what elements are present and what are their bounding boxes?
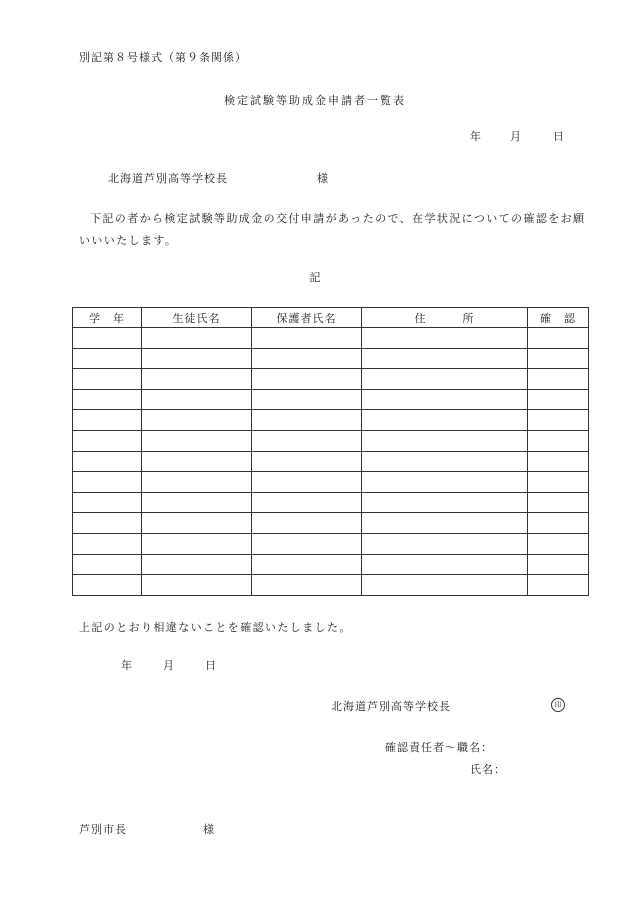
table-cell	[362, 492, 528, 513]
table-cell	[252, 533, 362, 554]
table-row	[73, 451, 589, 472]
date-day-label: 日	[205, 659, 216, 672]
table-cell	[252, 328, 362, 349]
table-cell	[73, 533, 142, 554]
table-row	[73, 492, 589, 513]
table-row	[73, 328, 589, 349]
date-day-label: 日	[553, 130, 564, 143]
table-row	[73, 513, 589, 534]
table-cell	[252, 492, 362, 513]
table-cell	[362, 389, 528, 410]
header-grade: 学 年	[73, 308, 142, 328]
table-cell	[142, 533, 252, 554]
table-cell	[142, 513, 252, 534]
table-cell	[73, 513, 142, 534]
table-cell	[528, 533, 589, 554]
header-guardian-name: 保護者氏名	[252, 308, 362, 328]
table-cell	[73, 348, 142, 369]
table-cell	[528, 348, 589, 369]
mayor-name: 芦別市長	[79, 823, 127, 836]
table-header-row	[73, 308, 589, 328]
table-cell	[73, 328, 142, 349]
table-cell	[528, 575, 589, 596]
confirmation-statement: 上記のとおり相違ないことを確認いたしました。	[79, 621, 352, 634]
table-cell	[362, 348, 528, 369]
addressee-name: 北海道芦別高等学校長	[108, 172, 228, 185]
table-cell	[362, 554, 528, 575]
date-month-label: 月	[163, 659, 174, 672]
table-cell	[142, 369, 252, 390]
table-cell	[73, 575, 142, 596]
table-cell	[142, 451, 252, 472]
table-cell	[73, 492, 142, 513]
table-row	[73, 575, 589, 596]
responsible-name-line: 氏名：	[470, 763, 506, 776]
table-cell	[362, 451, 528, 472]
table-cell	[142, 389, 252, 410]
table-row	[73, 554, 589, 575]
table-cell	[362, 533, 528, 554]
table-cell	[252, 348, 362, 369]
table-cell	[142, 492, 252, 513]
table-cell	[73, 554, 142, 575]
table-cell	[252, 451, 362, 472]
table-cell	[528, 492, 589, 513]
table-cell	[528, 389, 589, 410]
table-row	[73, 472, 589, 493]
table-cell	[73, 410, 142, 431]
header-confirm: 確 認	[528, 308, 589, 328]
document-title: 検定試験等助成金申請者一覧表	[224, 94, 406, 107]
table-cell	[362, 328, 528, 349]
table-row	[73, 430, 589, 451]
table-cell	[252, 575, 362, 596]
table-cell	[252, 430, 362, 451]
applicant-table	[72, 307, 589, 596]
table-cell	[252, 369, 362, 390]
table-row	[73, 348, 589, 369]
table-cell	[252, 472, 362, 493]
table-cell	[73, 472, 142, 493]
table-cell	[73, 369, 142, 390]
mayor-honorific: 様	[203, 823, 215, 836]
ki-heading: 記	[309, 271, 321, 284]
header-address: 住 所	[362, 308, 528, 328]
seal-mark: 印	[551, 698, 565, 712]
date-month-label: 月	[510, 130, 521, 143]
table-cell	[528, 451, 589, 472]
addressee-honorific: 様	[317, 172, 329, 185]
table-cell	[73, 451, 142, 472]
table-cell	[142, 575, 252, 596]
table-row	[73, 410, 589, 431]
table-cell	[528, 472, 589, 493]
table-cell	[252, 410, 362, 431]
table-row	[73, 389, 589, 410]
date-year-label: 年	[470, 130, 481, 143]
form-number: 別記第８号様式（第９条関係）	[79, 51, 247, 64]
table-cell	[362, 430, 528, 451]
table-cell	[142, 430, 252, 451]
table-cell	[362, 369, 528, 390]
table-row	[73, 533, 589, 554]
table-cell	[252, 513, 362, 534]
table-cell	[528, 513, 589, 534]
principal-signature-line: 北海道芦別高等学校長	[331, 700, 451, 713]
addressee-line	[108, 170, 329, 186]
table-cell	[142, 472, 252, 493]
table-cell	[142, 328, 252, 349]
table-cell	[142, 410, 252, 431]
table-row	[73, 369, 589, 390]
table-cell	[362, 410, 528, 431]
request-paragraph: 下記の者から検定試験等助成金の交付申請があったので、在学状況についての確認をお願いいいたします。	[79, 212, 586, 247]
table-cell	[142, 554, 252, 575]
responsible-title-line: 確認責任者～職名：	[385, 741, 493, 754]
table-cell	[362, 472, 528, 493]
table-cell	[528, 430, 589, 451]
table-cell	[252, 389, 362, 410]
table-cell	[362, 575, 528, 596]
table-cell	[252, 554, 362, 575]
table-cell	[73, 389, 142, 410]
table-cell	[528, 410, 589, 431]
table-cell	[528, 369, 589, 390]
table-cell	[528, 328, 589, 349]
date-year-label: 年	[121, 659, 132, 672]
table-cell	[142, 348, 252, 369]
header-student-name: 生徒氏名	[142, 308, 252, 328]
table-cell	[73, 430, 142, 451]
table-cell	[528, 554, 589, 575]
mayor-addressee-line	[79, 821, 215, 837]
table-cell	[362, 513, 528, 534]
